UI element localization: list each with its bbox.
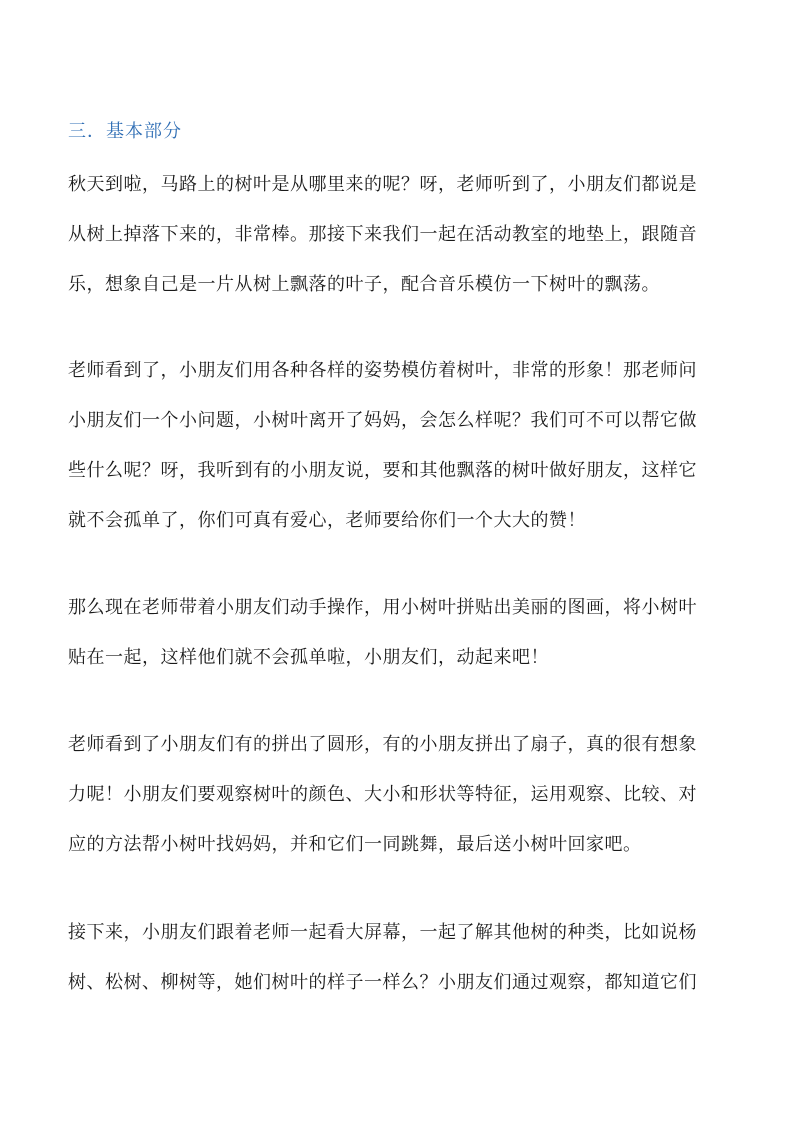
paragraph-line: 那么现在老师带着小朋友们动手操作，用小树叶拼贴出美丽的图画，将小树叶 bbox=[68, 597, 697, 618]
paragraph-line: 贴在一起，这样他们就不会孤单啦，小朋友们，动起来吧！ bbox=[68, 647, 549, 668]
paragraph-line: 些什么呢？呀，我听到有的小朋友说，要和其他飘落的树叶做好朋友，这样它 bbox=[68, 460, 697, 481]
paragraph-line: 秋天到啦，马路上的树叶是从哪里来的呢？呀，老师听到了，小朋友们都说是 bbox=[68, 174, 697, 195]
paragraph-line: 树、松树、柳树等，她们树叶的样子一样么？小朋友们通过观察，都知道它们 bbox=[68, 972, 697, 993]
paragraph-2 bbox=[68, 346, 736, 546]
paragraph-3 bbox=[68, 583, 736, 683]
paragraph-line: 接下来，小朋友们跟着老师一起看大屏幕，一起了解其他树的种类，比如说杨 bbox=[68, 922, 697, 943]
paragraph-line: 老师看到了，小朋友们用各种各样的姿势模仿着树叶，非常的形象！那老师问 bbox=[68, 360, 697, 381]
paragraph-line: 就不会孤单了，你们可真有爱心，老师要给你们一个大大的赞！ bbox=[68, 510, 586, 531]
paragraph-line: 从树上掉落下来的，非常棒。那接下来我们一起在活动教室的地垫上，跟随音 bbox=[68, 224, 697, 245]
paragraph-line: 乐，想象自己是一片从树上飘落的叶子，配合音乐模仿一下树叶的飘荡。 bbox=[68, 274, 660, 295]
paragraph-1 bbox=[68, 160, 736, 310]
paragraph-line: 应的方法帮小树叶找妈妈，并和它们一同跳舞，最后送小树叶回家吧。 bbox=[68, 834, 642, 855]
paragraph-4 bbox=[68, 720, 736, 870]
paragraph-5 bbox=[68, 908, 736, 1008]
paragraph-line: 老师看到了小朋友们有的拼出了圆形，有的小朋友拼出了扇子，真的很有想象 bbox=[68, 734, 697, 755]
paragraph-line: 小朋友们一个小问题，小树叶离开了妈妈，会怎么样呢？我们可不可以帮它做 bbox=[68, 410, 697, 431]
paragraph-line: 力呢！小朋友们要观察树叶的颜色、大小和形状等特征，运用观察、比较、对 bbox=[68, 784, 697, 805]
section-heading: 三．基本部分 bbox=[68, 121, 182, 142]
